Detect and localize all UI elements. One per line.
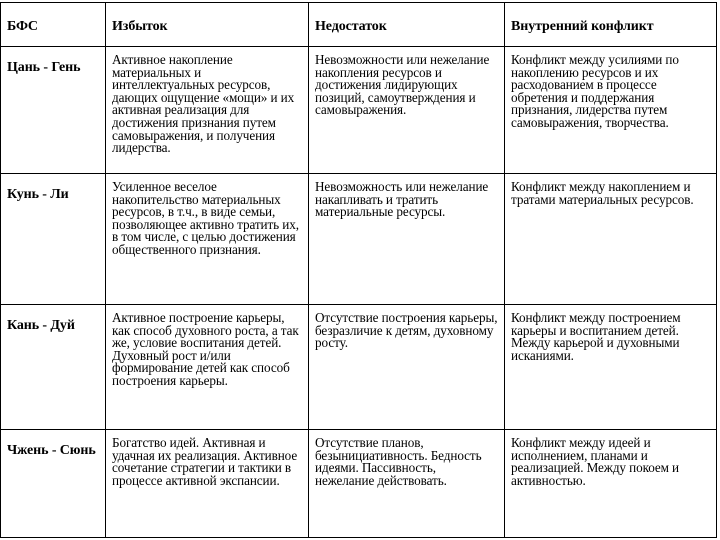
cell-deficit: Отсутствие планов, безынициативность. Бедность идеями. Пассивность, нежелание действовать. bbox=[309, 430, 505, 538]
table-row bbox=[1, 305, 717, 430]
table-row bbox=[1, 174, 717, 305]
row-name: Чжень - Сюнь bbox=[1, 430, 106, 538]
header-deficit: Недостаток bbox=[309, 3, 505, 47]
row-name: Цань - Гень bbox=[1, 47, 106, 174]
cell-deficit: Невозможность или нежелание накапливать и тратить материальные ресурсы. bbox=[309, 174, 505, 305]
row-name: Кунь - Ли bbox=[1, 174, 106, 305]
header-row bbox=[1, 3, 717, 47]
bfs-table bbox=[0, 2, 717, 538]
cell-conflict: Конфликт между накоплением и тратами материальных ресурсов. bbox=[505, 174, 717, 305]
header-excess: Избыток bbox=[106, 3, 309, 47]
cell-excess: Усиленное веселое накопительство материальных ресурсов, в т.ч., в виде семьи, позволяющее активно тратить их, в том числе, с целью достижения общественного признания. bbox=[106, 174, 309, 305]
header-conflict: Внутренний конфликт bbox=[505, 3, 717, 47]
cell-conflict: Конфликт между усилиями по накоплению ресурсов и их расходованием в процессе обретения и поддержания признания, лидерства путем самовыражения, творчества. bbox=[505, 47, 717, 174]
cell-excess: Активное построение карьеры, как способ духовного роста, а так же, условие воспитания детей. Духовный рост и/или формирование детей как способ построения карьеры. bbox=[106, 305, 309, 430]
header-bfs: БФС bbox=[1, 3, 106, 47]
cell-excess: Активное накопление материальных и интеллектуальных ресурсов, дающих ощущение «мощи» и их активная реализация для достижения признания путем самовыражения, и получения лидерства. bbox=[106, 47, 309, 174]
cell-deficit: Отсутствие построения карьеры, безразличие к детям, духовному росту. bbox=[309, 305, 505, 430]
cell-conflict: Конфликт между идеей и исполнением, планами и реализацией. Между покоем и активностью. bbox=[505, 430, 717, 538]
cell-deficit: Невозможности или нежелание накопления ресурсов и достижения лидирующих позиций, самоутверждения и самовыражения. bbox=[309, 47, 505, 174]
table-row bbox=[1, 430, 717, 538]
cell-conflict: Конфликт между построением карьеры и воспитанием детей. Между карьерой и духовными исканиями. bbox=[505, 305, 717, 430]
table-row bbox=[1, 47, 717, 174]
cell-excess: Богатство идей. Активная и удачная их реализация. Активное сочетание стратегии и тактики в процессе активной экспансии. bbox=[106, 430, 309, 538]
row-name: Кань - Дуй bbox=[1, 305, 106, 430]
